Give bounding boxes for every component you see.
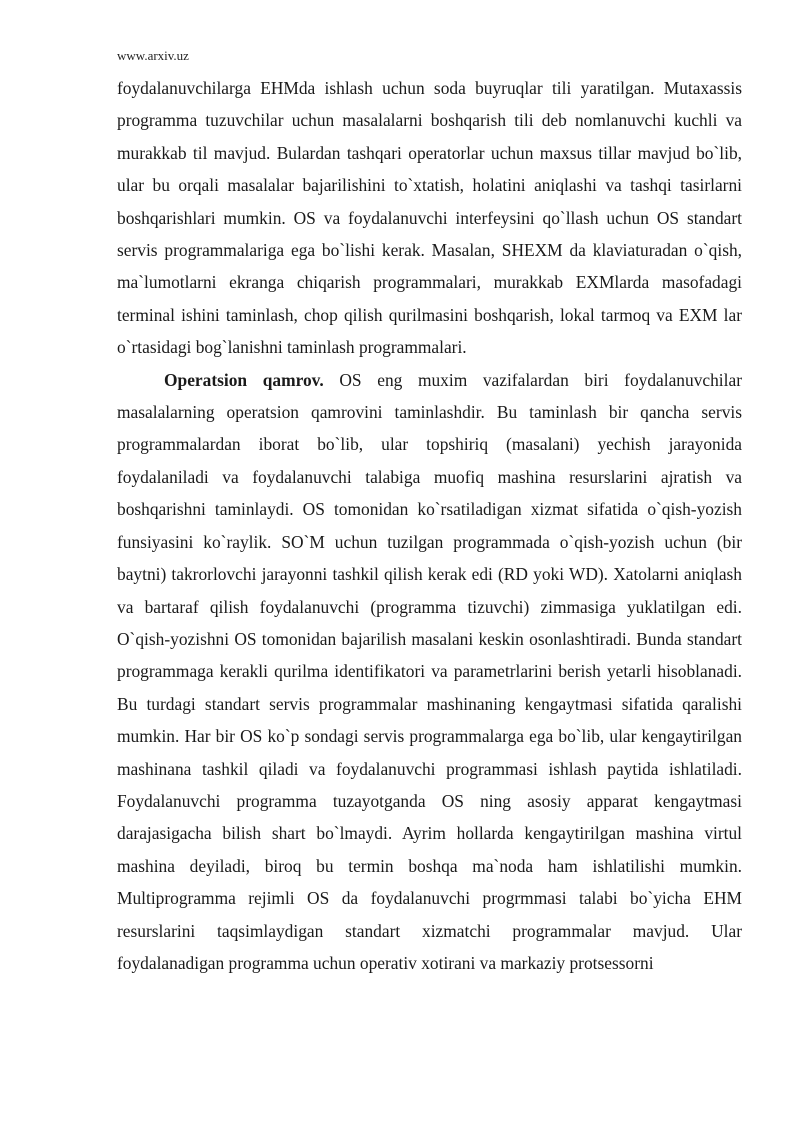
paragraph-2 [117,364,742,980]
section-heading: Operatsion qamrov. [164,369,324,390]
document-body [117,72,742,979]
paragraph-2-text: OS eng muxim vazifalardan biri foydalanuvchilar masalalarning operatsion qamrovini taminlashdir. Bu taminlash bir qancha servis programmalardan iborat bo`lib, ular topshiriq (masalani) yechish jarayonida foydalaniladi va foydalanuvchi talabiga muofiq mashina resurslarini ajratish va boshqarishni taminlaydi. OS tomonidan ko`rsatiladigan xizmat sifatida o`qish-yozish funsiyasini ko`raylik. SO`M uchun tuzilgan programmada o`qish-yozish uchun (bir baytni) takrorlovchi jarayonni tashkil qilish kerak edi (RD yoki WD). Xatolarni aniqlash va bartaraf qilish foydalanuvchi (programma tizuvchi) zimmasiga yuklatilgan edi. O`qish-yozishni OS tomonidan bajarilish masalani keskin osonlashtiradi. Bunda standart programmaga kerakli qurilma identifikatori va parametrlarini berish yetarli hisoblanadi. Bu turdagi standart servis programmalar mashinaning kengaytmasi sifatida qaralishi mumkin. Har bir OS ko`p sondagi servis programmalarga ega bo`lib, ular kengaytirilgan mashinana tashkil qiladi va foydalanuvchi programmasi ishlash paytida ishlatiladi. Foydalanuvchi programma tuzayotganda OS ning asosiy apparat kengaytmasi darajasigacha bilish shart bo`lmaydi. Ayrim hollarda kengaytirilgan mashina virtul mashina deyiladi, biroq bu termin boshqa ma`noda ham ishlatilishi mumkin. Multiprogramma rejimli OS da foydalanuvchi progrmmasi talabi bo`yicha EHM resurslarini taqsimlaydigan standart xizmatchi programmalar mavjud. Ular foydalanadigan programma uchun operativ xotirani va markaziy protsessorni [117,369,742,973]
paragraph-1: foydalanuvchilarga EHMda ishlash uchun soda buyruqlar tili yaratilgan. Mutaxassis programma tuzuvchilar uchun masalalarni boshqarish tili deb nomlanuvchi kuchli va murakkab til mavjud. Bulardan tashqari operatorlar uchun maxsus tillar mavjud bo`lib, ular bu orqali masalalar bajarilishini to`xtatish, holatini aniqlashi va tashqi tasirlarni boshqarishlari mumkin. OS va foydalanuvchi interfeysini qo`llash uchun OS standart servis programmalariga ega bo`lishi kerak. Masalan, SHEXM da klaviaturadan o`qish, ma`lumotlarni ekranga chiqarish programmalari, murakkab EXMlarda masofadagi terminal ishini taminlash, chop qilish qurilmasini boshqarish, lokal tarmoq va EXM lar o`rtasidagi bog`lanishni taminlash programmalari. [117,78,742,358]
site-url-header: www.arxiv.uz [117,48,189,63]
